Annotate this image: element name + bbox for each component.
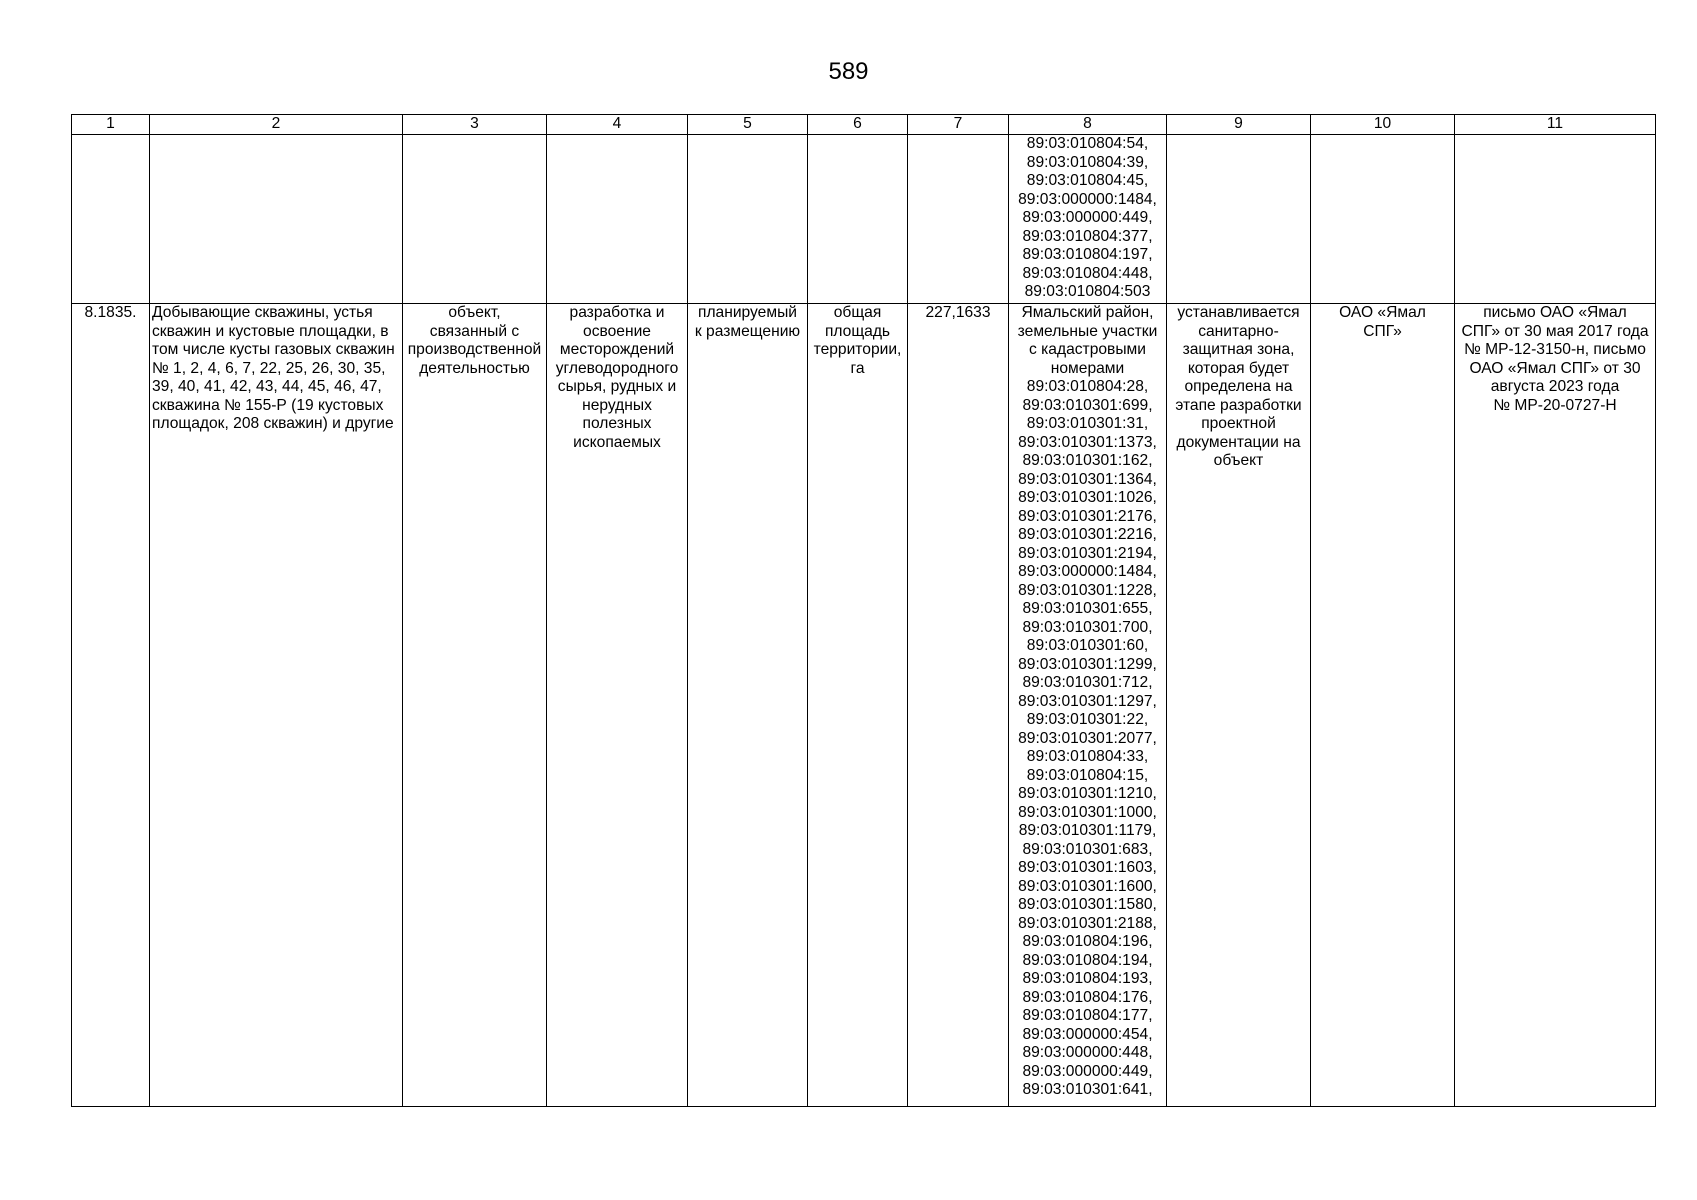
cell-empty <box>688 135 808 304</box>
cell-line: 89:03:010301:2216, <box>1018 526 1157 543</box>
cell-line: 89:03:010301:1600, <box>1018 877 1157 895</box>
cell-line: ОАО «Ямал СПГ» от 30 <box>1469 359 1641 377</box>
cell-line: определена на <box>1184 378 1293 395</box>
cell-line: которая будет <box>1187 359 1290 377</box>
cell-line: 89:03:010804:196, <box>1022 933 1153 950</box>
basis-document-cell <box>1455 304 1656 1107</box>
cell-line: СПГ» <box>1363 322 1402 340</box>
cell-line: 89:03:010301:1179, <box>1018 822 1157 839</box>
cell-line: месторождений <box>559 341 675 358</box>
cell-empty <box>808 135 908 304</box>
cell-line: площадь <box>824 322 891 340</box>
cell-line: 89:03:010804:54, <box>1026 135 1149 152</box>
column-number: 4 <box>547 115 688 135</box>
column-number: 6 <box>808 115 908 135</box>
column-number: 11 <box>1455 115 1656 135</box>
cell-line: номерами <box>1050 359 1125 377</box>
cell-line: 89:03:010301:31, <box>1026 415 1149 432</box>
cell-line: 89:03:010301:699, <box>1022 396 1153 414</box>
cell-line: ископаемых <box>573 433 661 451</box>
item-number-cell: 8.1835. <box>72 304 150 1107</box>
cell-line: общая <box>833 304 882 321</box>
cell-line: 89:03:010804:45, <box>1026 172 1149 189</box>
cell-line: 89:03:010804:448, <box>1022 264 1153 282</box>
location-cell <box>1009 304 1167 1107</box>
column-number: 3 <box>403 115 547 135</box>
cell-line: 89:03:000000:448, <box>1022 1044 1153 1061</box>
cell-line: проектной <box>1201 415 1276 432</box>
cell-line: объект <box>1213 452 1264 469</box>
cell-line: 89:03:010804:377, <box>1022 227 1153 245</box>
cell-line: 89:03:010301:1026, <box>1018 489 1157 506</box>
cell-empty <box>547 135 688 304</box>
cell-line: 89:03:010301:2176, <box>1018 507 1157 525</box>
cell-line: деятельностью <box>419 359 530 377</box>
object-type-cell <box>403 304 547 1107</box>
column-number-row <box>72 115 1656 135</box>
cell-line: 89:03:010301:1299, <box>1018 655 1157 673</box>
cell-line: этапе разработки <box>1175 396 1302 414</box>
cell-line: августа 2023 года <box>1490 378 1620 395</box>
cell-empty <box>1455 135 1656 304</box>
table-row-continuation <box>72 135 1656 304</box>
cell-line: 89:03:010301:1373, <box>1018 433 1157 451</box>
page-number: 589 <box>828 58 869 85</box>
cell-line: 89:03:000000:449, <box>1022 1062 1153 1080</box>
cell-line: санитарно- <box>1198 322 1279 340</box>
cell-empty <box>403 135 547 304</box>
column-number: 7 <box>908 115 1009 135</box>
cell-line: защитная зона, <box>1182 341 1295 358</box>
cell-line: 89:03:010301:1580, <box>1018 896 1157 913</box>
cell-line: 89:03:010301:700, <box>1022 618 1153 636</box>
cell-line: 89:03:000000:1484, <box>1018 190 1157 208</box>
cell-line: сырья, рудных и <box>557 378 677 395</box>
cell-line: устанавливается <box>1177 304 1300 321</box>
object-name-cell: Добывающие скважины, устья скважин и кустовые площадки, в том числе кусты газовых скважин № 1, 2, 4, 6, 7, 22, 25, 26, 30, 35, 39, 40, 41, 42, 43, 44, 45, 46, 47, скважина № 155-Р (19 кустовых площадок, 208 скважин) и другие <box>150 304 403 1107</box>
column-number: 2 <box>150 115 403 135</box>
column-number: 8 <box>1009 115 1167 135</box>
cell-line: га <box>850 359 865 377</box>
column-number: 1 <box>72 115 150 135</box>
cell-line: письмо ОАО «Ямал <box>1483 304 1627 321</box>
cell-line: полезных <box>582 415 652 432</box>
cell-line: 89:03:010804:33, <box>1026 748 1149 765</box>
cell-line: СПГ» от 30 мая 2017 года <box>1461 322 1649 340</box>
cell-line: 89:03:010301:2194, <box>1018 544 1157 562</box>
cell-line: 89:03:010804:39, <box>1026 153 1149 171</box>
cell-line: документации на <box>1176 433 1301 451</box>
cell-line: 89:03:010804:176, <box>1022 988 1153 1006</box>
cell-line: 89:03:010804:28, <box>1026 378 1149 395</box>
register-table <box>71 114 1656 1107</box>
cell-line: 89:03:010301:1603, <box>1018 859 1157 876</box>
cell-line: 89:03:010301:2188, <box>1018 914 1157 932</box>
cell-line: 89:03:010301:641, <box>1022 1081 1153 1098</box>
cell-empty <box>1311 135 1455 304</box>
cell-line: 89:03:010804:503 <box>1024 283 1151 300</box>
cell-line: 89:03:010301:1297, <box>1018 692 1157 710</box>
table-row <box>72 304 1656 1107</box>
status-cell <box>688 304 808 1107</box>
cell-empty <box>72 135 150 304</box>
cell-line: углеводородного <box>555 359 679 377</box>
cell-line: планируемый <box>698 304 797 321</box>
cell-line: 89:03:010301:60, <box>1026 637 1149 654</box>
cell-line: нерудных <box>582 396 652 414</box>
characteristic-cell <box>808 304 908 1107</box>
cell-line: 89:03:010301:712, <box>1022 674 1153 691</box>
cell-line: территории, <box>813 341 902 358</box>
cell-line: № МР-12-3150-н, письмо <box>1464 341 1646 358</box>
initiator-cell <box>1311 304 1455 1107</box>
cell-line: освоение <box>583 322 651 340</box>
cell-line: к размещению <box>694 322 801 340</box>
cell-line: объект, <box>448 304 501 321</box>
cell-empty <box>150 135 403 304</box>
cell-line: 89:03:010804:194, <box>1022 951 1153 969</box>
cell-line: 89:03:010301:2077, <box>1018 729 1157 747</box>
cell-line: 89:03:010301:1210, <box>1018 785 1157 802</box>
cell-line: с кадастровыми <box>1029 341 1146 358</box>
cadastral-numbers-cell <box>1009 135 1167 304</box>
cell-line: 89:03:010301:1228, <box>1018 581 1157 599</box>
cell-line: Ямальский район, <box>1021 304 1154 321</box>
column-number: 10 <box>1311 115 1455 135</box>
cell-line: 89:03:000000:454, <box>1022 1025 1153 1043</box>
area-value-cell: 227,1633 <box>908 304 1009 1107</box>
column-number: 9 <box>1167 115 1311 135</box>
cell-line: 89:03:010301:1364, <box>1018 470 1157 488</box>
cell-line: № МР-20-0727-Н <box>1493 396 1617 414</box>
cell-line: разработка и <box>569 304 665 321</box>
cell-line: 89:03:000000:1484, <box>1018 563 1157 580</box>
cell-line: 89:03:010301:22, <box>1026 711 1149 728</box>
cell-line: 89:03:010804:177, <box>1022 1007 1153 1024</box>
cell-line: 89:03:000000:449, <box>1022 209 1153 226</box>
column-number: 5 <box>688 115 808 135</box>
cell-line: связанный с <box>429 322 520 340</box>
zone-cell <box>1167 304 1311 1107</box>
cell-line: ОАО «Ямал <box>1339 304 1426 321</box>
cell-line: 89:03:010804:15, <box>1026 766 1149 784</box>
cell-empty <box>1167 135 1311 304</box>
cell-line: 89:03:010301:683, <box>1022 840 1153 858</box>
cell-line: 89:03:010804:193, <box>1022 970 1153 987</box>
cell-line: 89:03:010301:655, <box>1022 600 1153 617</box>
cell-line: 89:03:010301:1000, <box>1018 803 1157 821</box>
purpose-cell <box>547 304 688 1107</box>
cell-empty <box>908 135 1009 304</box>
cell-line: земельные участки <box>1017 322 1158 340</box>
cell-line: производственной <box>407 341 542 358</box>
cell-line: 89:03:010301:162, <box>1022 452 1153 469</box>
cell-line: 89:03:010804:197, <box>1022 246 1153 263</box>
